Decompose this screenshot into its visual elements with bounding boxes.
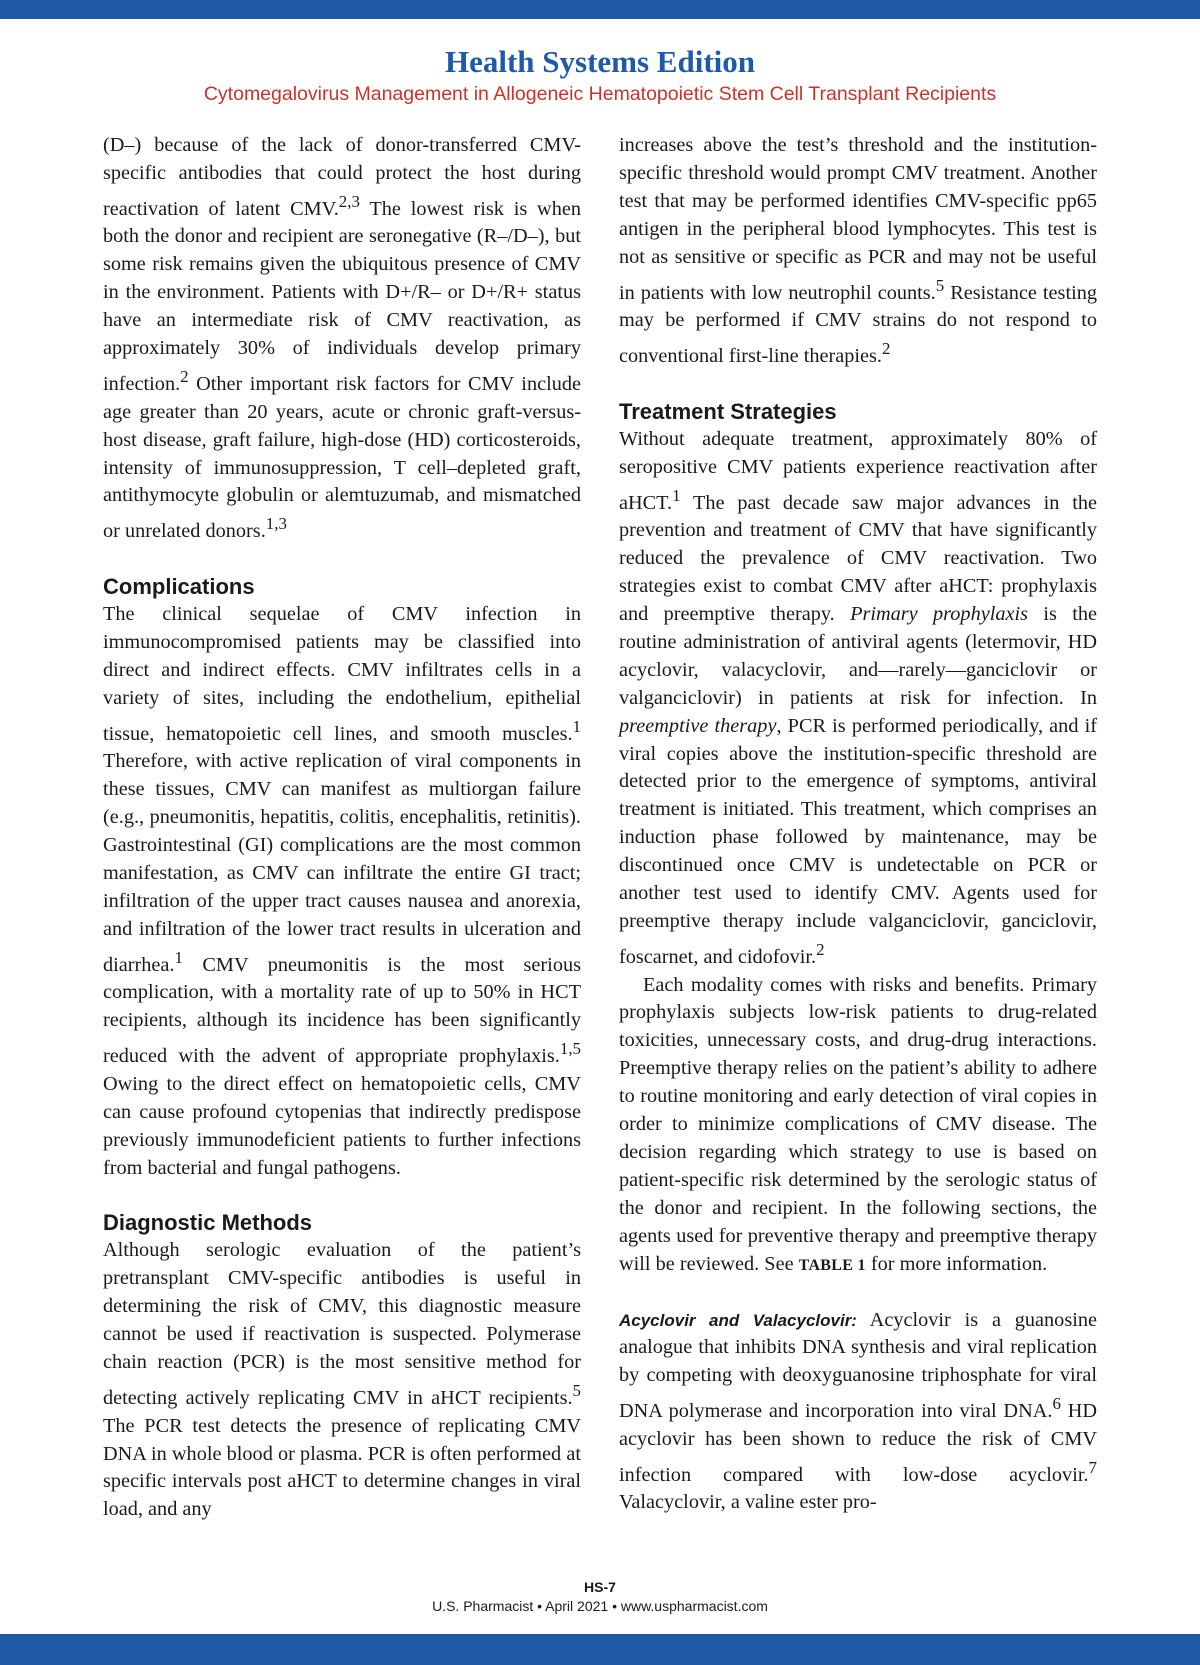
citation[interactable]: 1 [174,947,183,967]
citation[interactable]: 1 [672,485,681,505]
term-primary-prophylaxis: Primary prophylaxis [850,602,1029,625]
edition-title: Health Systems Edition [444,44,756,79]
right-column [619,132,1097,1517]
run-in-heading-acyclovir: Acyclovir and Valacyclovir: [619,1310,857,1330]
table-reference[interactable]: TABLE 1 [798,1256,866,1274]
citation[interactable]: 2 [882,339,891,359]
citation[interactable]: 7 [1088,1457,1097,1477]
citation[interactable]: 1,3 [265,514,287,534]
top-color-bar [0,0,1200,19]
article-running-title: Cytomegalovirus Management in Allogeneic Hematopoietic Stem Cell Transplant Recipients [203,83,997,105]
heading-diagnostic-methods: Diagnostic Methods [103,1210,313,1236]
paragraph-diagnostic-continued: increases above the test’s threshold and the institution-specific threshold would prompt CMV treatment. Another test that may be performed identifies CMV-specific pp65 antigen in the peripheral blood lymphocytes. This test is not as sensitive or specific as PCR and may not be useful in patients with low neutrophil counts.$^5$ Resistance testing may be performed if CMV strains do not respond to conventional first-line therapies.$^2$ [619,134,1097,367]
heading-complications: Complications [103,573,255,599]
paragraph-diagnostic-methods: Although serologic evaluation of the patient’s pretransplant CMV-specific antibodies is useful in determining the risk of CMV, this diagnostic measure cannot be used if reactivation is suspected. Polymerase chain reaction (PCR) is the most sensitive method for detecting actively replicating CMV in aHCT recipients.$^5$ The PCR test detects the presence of replicating CMV DNA in whole blood or plasma. PCR is often performed at specific intervals post aHCT to determine changes in viral load, and any [103,1239,581,1521]
heading-treatment-strategies: Treatment Strategies [619,398,837,424]
page-number: HS-7 [584,1579,616,1595]
citation[interactable]: 2 [180,367,189,387]
paragraph-risk-factors: (D–) because of the lack of donor-transferred CMV-specific antibodies that could protect the host during reactivation of latent CMV.$^{2,3}$ The lowest risk is when both the donor and recipient are seronegative (R–/D–), but some risk remains given the ubiquitous presence of CMV in the environment. Patients with D+/R– or D+/R+ status have an intermediate risk of CMV reactivation, as approximately 30% of individuals develop primary infection.$^2$ Other important risk factors for CMV include age greater than 20 years, acute or chronic graft-versus-host disease, graft failure, high-dose (HD) corticosteroids, intensity of immunosuppression, T cell–depleted graft, antithymocyte globulin or alemtuzumab, and mismatched or unrelated donors.$^{1,3}$ [103,134,581,543]
citation[interactable]: 1 [572,716,581,736]
publication-footer: U.S. Pharmacist • April 2021 • www.uspharmacist.com [432,1598,768,1614]
term-preemptive-therapy: preemptive therapy [619,714,777,737]
paragraph-treatment-strategies: Without adequate treatment, approximately 80% of seropositive CMV patients experience reactivation after aHCT.$^1$ The past decade saw major advances in the prevention and treatment of CMV that have significantly reduced the prevalence of CMV reactivation. Two strategies exist to combat CMV after aHCT: prophylaxis and preemptive therapy. Primary prophylaxis is the routine administration of antiviral agents (letermovir, HD acyclovir, valacyclovir, and—rarely—ganciclovir or valganciclovir) in patients at risk for infection. In preemptive therapy, PCR is performed periodically, and if viral copies above the institution-specific threshold are detected prior to the emergence of symptoms, antiviral treatment is initiated. This treatment, which comprises an induction phase followed by maintenance, may be discontinued once CMV is undetectable on PCR or another test used to identify CMV. Agents used for preemptive therapy include valganciclovir, ganciclovir, foscarnet, and cidofovir.$^2$ [619,427,1097,968]
bottom-color-bar [0,1634,1200,1665]
citation[interactable]: 5 [572,1380,581,1400]
left-column [103,132,581,1524]
citation[interactable]: 2,3 [338,191,360,211]
citation[interactable]: 1,5 [559,1039,581,1059]
paragraph-acyclovir: Acyclovir and Valacyclovir: Acyclovir is a guanosine analogue that inhibits DNA synthesis and viral replication by competing with deoxyguanosine triphosphate for viral DNA polymerase and incorporation into viral DNA.$^6$ HD acyclovir has been shown to reduce the risk of CMV infection compared with low-dose acyclovir.$^7$ Valacyclovir, a valine ester pro- [619,1308,1097,1514]
citation[interactable]: 6 [1052,1394,1061,1414]
paragraph-complications: The clinical sequelae of CMV infection in immunocompromised patients may be classified into direct and indirect effects. CMV infiltrates cells in a variety of sites, including the endothelium, epithelial tissue, hematopoietic cell lines, and smooth muscles.$^1$ Therefore, with active replication of viral components in these tissues, CMV can manifest as multiorgan failure (e.g., pneumonitis, hepatitis, colitis, encephalitis, retinitis). Gastrointestinal (GI) complications are the most common manifestation, as CMV can infiltrate the entire GI tract; infiltration of the upper tract causes nausea and anorexia, and infiltration of the lower tract results in ulceration and diarrhea.$^1$ CMV pneumonitis is the most serious complication, with a mortality rate of up to 50% in HCT recipients, although its incidence has been significantly reduced with the advent of appropriate prophylaxis.$^{1,5}$ Owing to the direct effect on hematopoietic cells, CMV can cause profound cytopenias that indirectly predispose previously immunodeficient patients to further infections from bacterial and fungal pathogens. [103,602,581,1179]
paragraph-risks-benefits: Each modality comes with risks and benefits. Primary prophylaxis subjects low-risk patients to drug-related toxicities, unnecessary costs, and drug-drug interactions. Preemptive therapy relies on the patient’s ability to adhere to routine monitoring and early detection of viral copies in order to minimize complications of CMV disease. The decision regarding which strategy to use is based on patient-specific risk determined by the serologic status of the donor and recipient. In the following sections, the agents used for preventive therapy and preemptive therapy will be reviewed. See TABLE 1 for more information. [619,973,1097,1275]
citation[interactable]: 2 [816,939,825,959]
citation[interactable]: 5 [935,275,945,295]
